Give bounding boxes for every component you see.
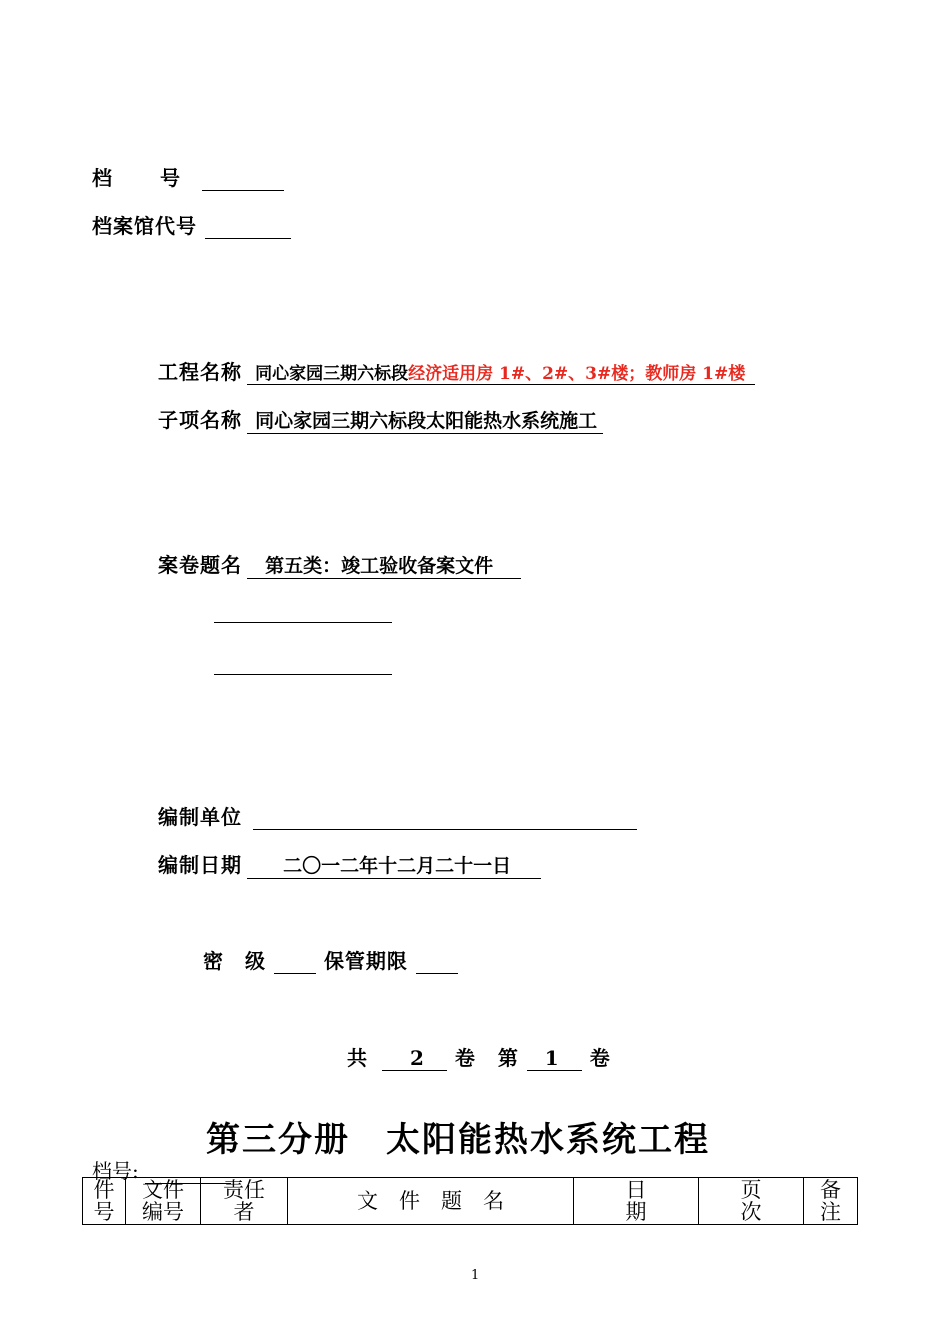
volume-word-2: 卷: [589, 1046, 611, 1070]
page-number: 1: [471, 1268, 480, 1283]
volume-nth: 1: [527, 1046, 582, 1071]
header-doc-no: 文件 编号: [126, 1178, 201, 1225]
archive-code-row: [92, 210, 291, 239]
compiler-row: [158, 801, 637, 830]
volume-total-prefix: 共: [347, 1046, 368, 1070]
retention-label: 保管期限: [323, 949, 408, 973]
volume-title-line-2: [214, 622, 392, 623]
subitem-value: 同心家园三期六标段太阳能热水系统施工: [247, 406, 603, 434]
volume-title-line-3: [214, 674, 392, 675]
project-name-label: 工程名称: [158, 360, 242, 384]
archive-code-label: 档案馆代号: [92, 214, 197, 238]
volume-word: 卷: [454, 1046, 476, 1070]
header-item-no: 件 号: [83, 1178, 126, 1225]
table-header-row: [83, 1178, 858, 1225]
secrecy-row: [203, 945, 458, 974]
volume-total: 2: [382, 1046, 447, 1071]
secrecy-blank: [274, 953, 316, 974]
volume-nth-prefix: 第: [497, 1046, 519, 1070]
header-date: 日 期: [574, 1178, 699, 1225]
index-table-header: [82, 1177, 858, 1225]
header-responsible: 责任 者: [201, 1178, 288, 1225]
project-name-value: [247, 359, 755, 385]
compiler-label: 编制单位: [158, 805, 242, 829]
header-remarks: 备 注: [804, 1178, 858, 1225]
file-number-blank: [202, 170, 284, 191]
secrecy-label: 密 级: [203, 949, 266, 973]
compile-date-label: 编制日期: [158, 853, 242, 877]
volume-count-row: [347, 1042, 611, 1071]
volume-title-label: 案卷题名: [158, 553, 242, 577]
project-name-red: 经济适用房 1#、2#、3#楼；教师房 1#楼: [408, 364, 746, 384]
index-file-number-label: 档号:: [92, 1159, 139, 1183]
header-pages: 页 次: [699, 1178, 804, 1225]
volume-title-value: 第五类：竣工验收备案文件: [247, 551, 521, 579]
file-number-row: [92, 162, 284, 191]
compile-date-row: [158, 849, 541, 879]
compile-date-value: 二〇一二年十二月二十一日: [247, 851, 541, 879]
retention-blank: [416, 953, 458, 974]
subitem-row: [158, 404, 603, 434]
volume-title-row: [158, 549, 521, 579]
archive-code-blank: [205, 218, 291, 239]
section-title: 第三分册 太阳能热水系统工程: [206, 1120, 710, 1160]
compiler-blank: [253, 809, 637, 830]
file-number-label: 档 号: [92, 166, 194, 190]
header-doc-title: 文 件 题 名: [288, 1178, 574, 1225]
project-name-black: 同心家园三期六标段: [255, 364, 409, 384]
subitem-label: 子项名称: [158, 408, 242, 432]
project-name-row: [158, 356, 755, 385]
